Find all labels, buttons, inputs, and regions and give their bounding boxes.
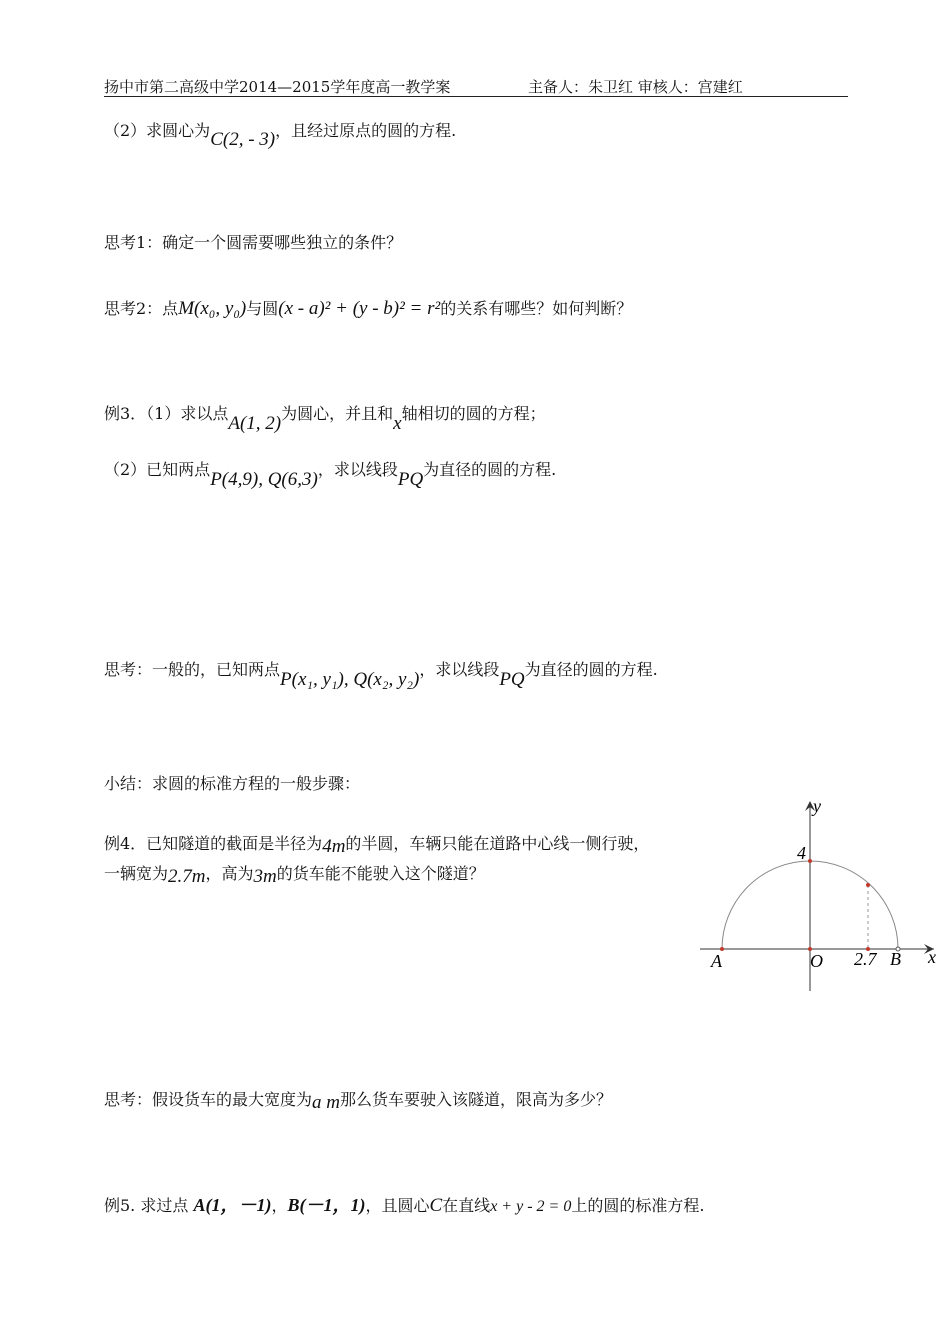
example-3-line-2: （2）已知两点P(4,9), Q(6,3)，求以线段PQ为直径的圆的方程. xyxy=(104,460,557,490)
header-left: 扬中市第二高级中学2014—2015学年度高一教学案 xyxy=(104,78,451,96)
math-point-a-5: A(1，－1) xyxy=(193,1195,272,1215)
label-27: 2.7 xyxy=(854,949,877,969)
math-x-axis: x xyxy=(393,413,402,434)
label-b: B xyxy=(890,949,901,969)
math-circle-eq: (x - a)² + (y - b)² = r² xyxy=(278,298,441,319)
math-segment-pq-2: PQ xyxy=(499,669,525,690)
math-points-pq: P(4,9), Q(6,3) xyxy=(210,469,318,490)
example-4-line-1: 例4．已知隧道的截面是半径为4m的半圆，车辆只能在道路中心线一侧行驶， xyxy=(104,834,650,857)
summary: 小结：求圆的标准方程的一般步骤： xyxy=(104,774,361,793)
label-x: x xyxy=(928,947,936,967)
math-height: 3m xyxy=(253,866,277,887)
point-4-dot xyxy=(808,859,812,863)
label-a: A xyxy=(711,951,722,971)
problem-2-line: （2）求圆心为C(2, - 3)，且经过原点的圆的方程. xyxy=(104,121,457,150)
math-segment-pq: PQ xyxy=(397,469,424,490)
think-1: 思考1：确定一个圆需要哪些独立的条件？ xyxy=(104,233,403,252)
point-arc-dot xyxy=(866,883,870,887)
header-rule xyxy=(104,96,848,97)
math-point-m: M(x₀, y₀) xyxy=(178,298,247,319)
think-4: 思考：假设货车的最大宽度为a m那么货车要驶入该隧道，限高为多少？ xyxy=(104,1090,613,1113)
think-3: 思考：一般的，已知两点P(x₁, y₁), Q(x₂, y₂)，求以线段PQ为直径的圆的方程. xyxy=(104,660,658,690)
math-width: 2.7m xyxy=(168,866,206,887)
label-o: O xyxy=(810,951,823,971)
math-center-c: C(2, - 3) xyxy=(210,129,276,150)
math-am: a m xyxy=(312,1092,340,1113)
math-general-points: P(x₁, y₁), Q(x₂, y₂) xyxy=(280,669,420,690)
math-radius: 4m xyxy=(322,836,346,857)
example-4-line-2: 一辆宽为2.7m，高为3m的货车能不能驶入这个隧道？ xyxy=(104,864,485,887)
example-5: 例5. 求过点 A(1，－1)，B(－1，1)，且圆心C在直线x + y - 2 = 0上的圆的标准方程. xyxy=(104,1195,705,1216)
label-4: 4 xyxy=(797,843,806,863)
tunnel-figure xyxy=(690,795,940,995)
math-point-b-5: B(－1，1) xyxy=(287,1195,366,1215)
example-3-line-1: 例3．（1）求以点A(1, 2)为圆心，并且和x轴相切的圆的方程； xyxy=(104,404,546,434)
header-right: 主备人：朱卫红 审核人：宫建红 xyxy=(528,78,743,96)
think-2: 思考2：点M(x₀, y₀)与圆(x - a)² + (y - b)² = r²的关系有哪些？如何判断？ xyxy=(104,298,633,319)
label-y: y xyxy=(813,796,821,816)
math-point-a: A(1, 2) xyxy=(228,413,282,434)
math-line-eq: x + y - 2 = 0 xyxy=(490,1198,572,1215)
math-center-c-5: C xyxy=(429,1195,443,1216)
